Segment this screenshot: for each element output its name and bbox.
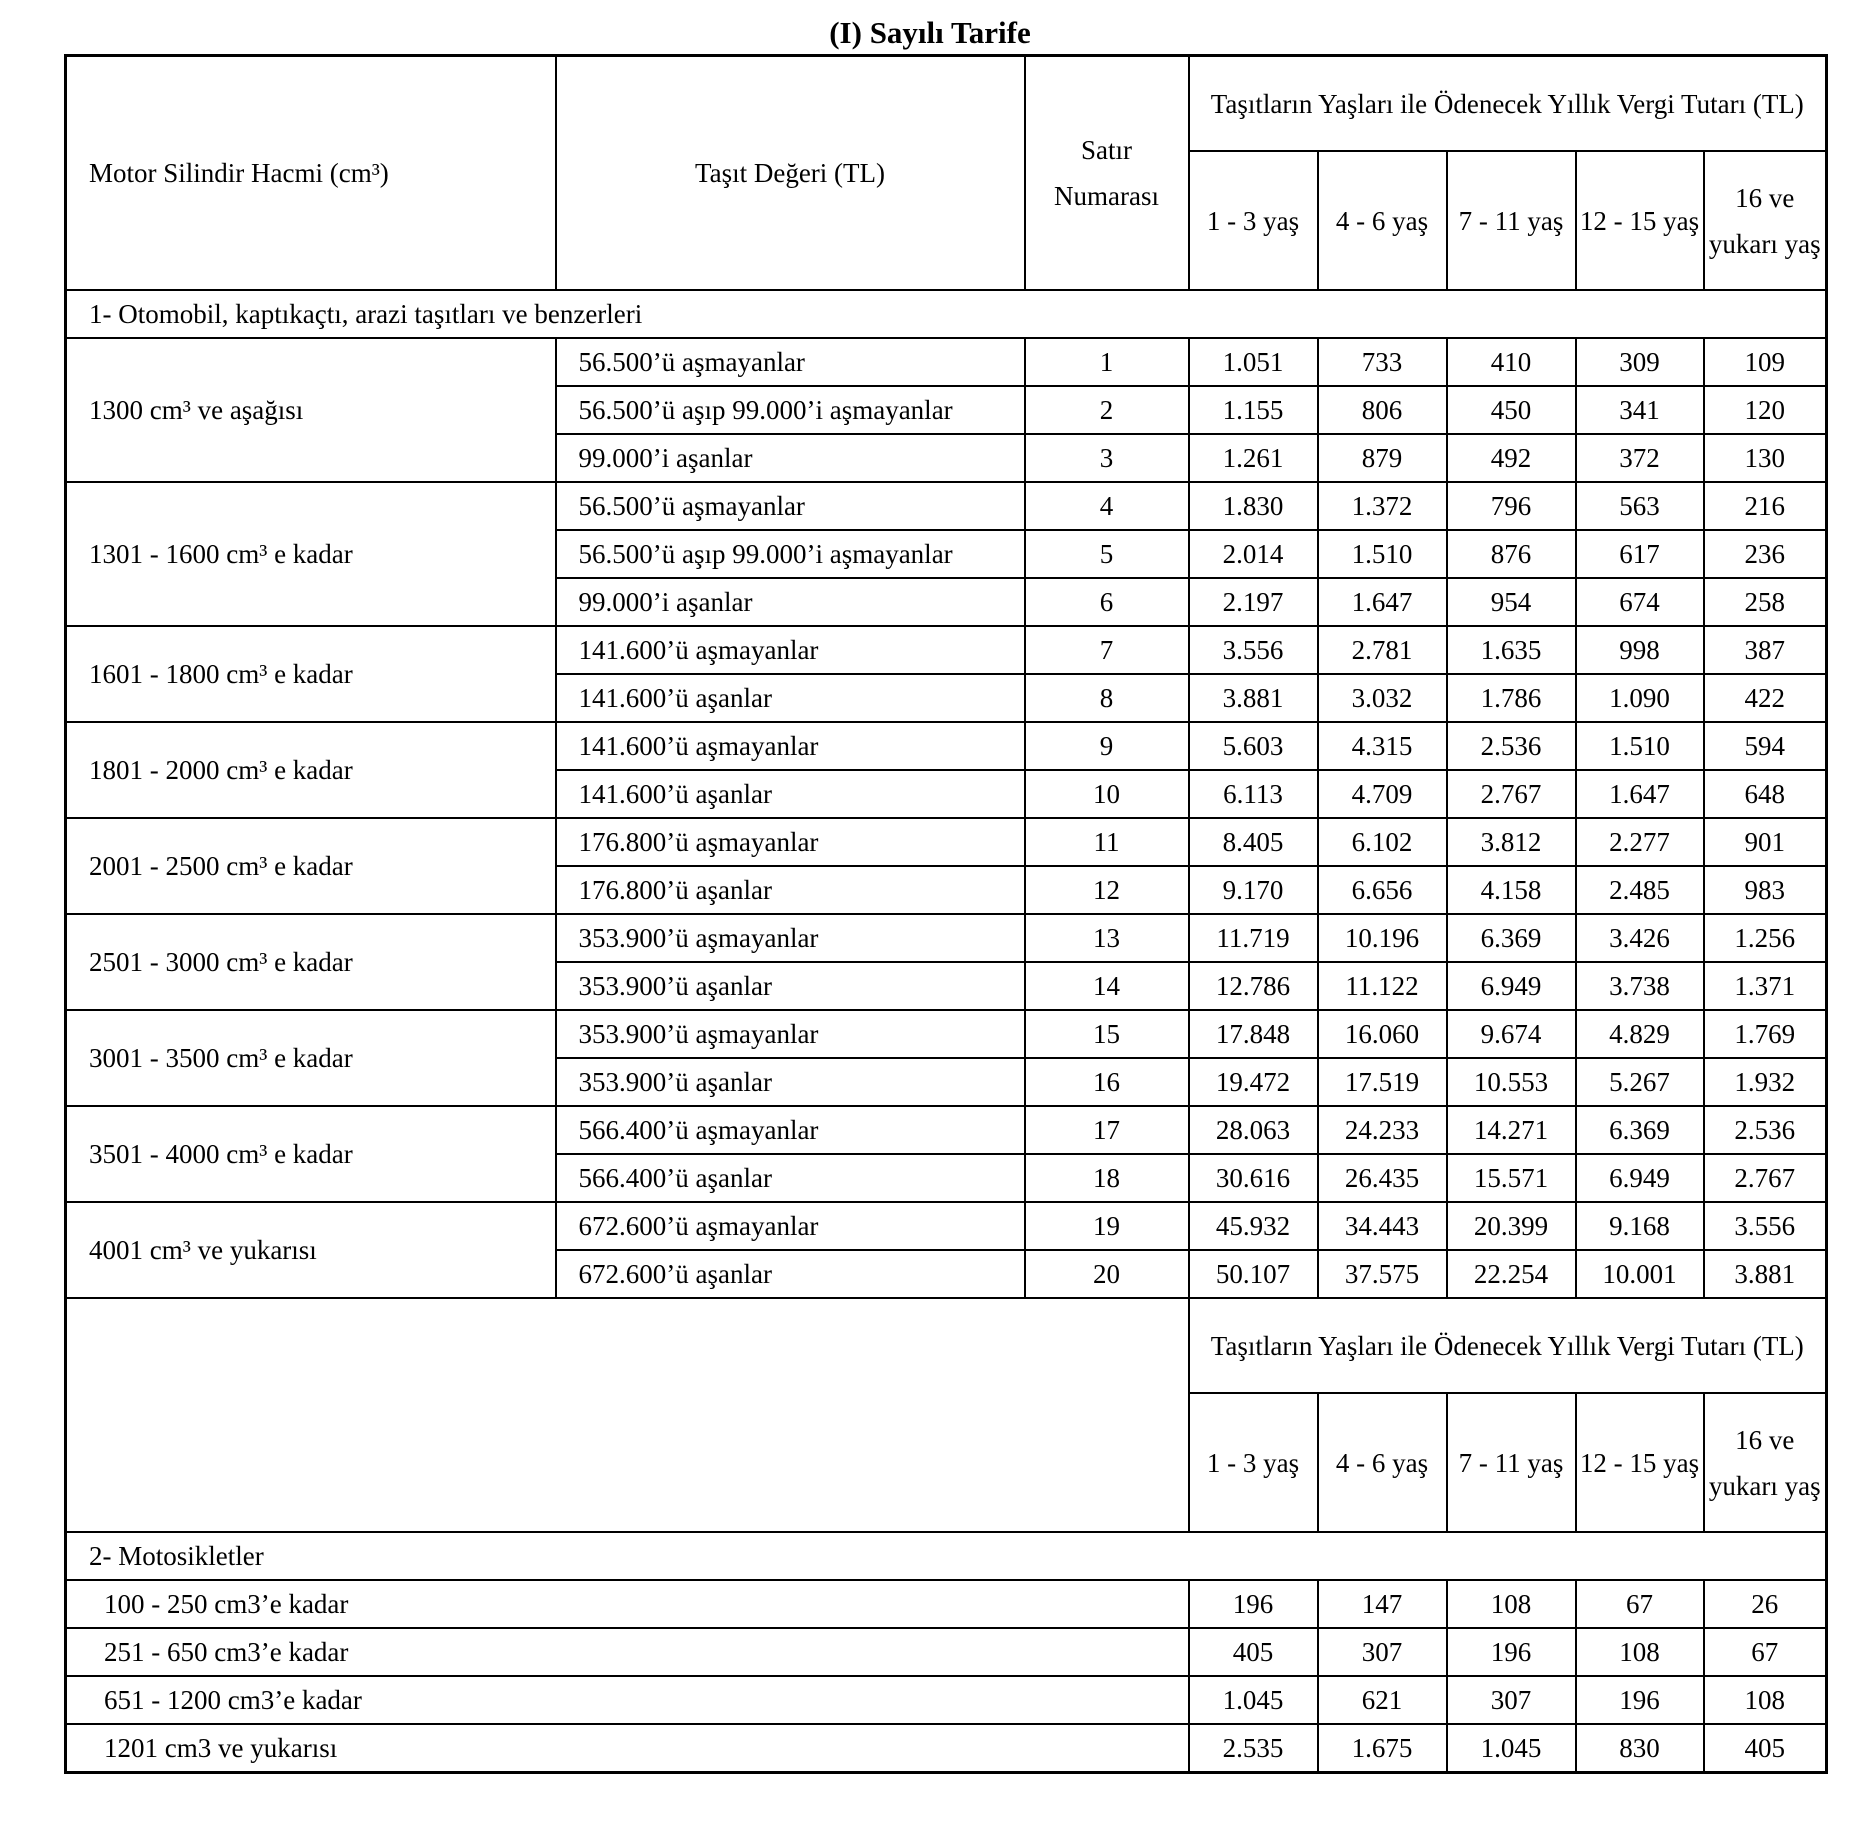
section-row [66, 290, 1827, 338]
tax-cell: 11.719 [1189, 914, 1318, 962]
tax-cell: 674 [1576, 578, 1704, 626]
table-row [66, 1724, 1827, 1773]
table-row [66, 1676, 1827, 1724]
tax-cell: 30.616 [1189, 1154, 1318, 1202]
tax-cell: 26.435 [1318, 1154, 1447, 1202]
tax-cell: 796 [1447, 482, 1576, 530]
value-cell: 353.900’ü aşmayanlar [556, 1010, 1025, 1058]
row-no-cell: 5 [1025, 530, 1189, 578]
tax-cell: 2.535 [1189, 1724, 1318, 1773]
tax-cell: 341 [1576, 386, 1704, 434]
tax-cell: 196 [1576, 1676, 1704, 1724]
tax-cell: 876 [1447, 530, 1576, 578]
value-cell: 176.800’ü aşmayanlar [556, 818, 1025, 866]
tax-cell: 6.656 [1318, 866, 1447, 914]
tax-cell: 28.063 [1189, 1106, 1318, 1154]
table-row [66, 722, 1827, 770]
tax-cell: 5.267 [1576, 1058, 1704, 1106]
tax-cell: 4.829 [1576, 1010, 1704, 1058]
age-col-header: 4 - 6 yaş [1318, 1393, 1447, 1532]
tax-cell: 1.647 [1576, 770, 1704, 818]
age-col-header: 7 - 11 yaş [1447, 151, 1576, 290]
tax-cell: 10.553 [1447, 1058, 1576, 1106]
row-no-cell: 17 [1025, 1106, 1189, 1154]
age-col-header: 7 - 11 yaş [1447, 1393, 1576, 1532]
value-cell: 99.000’i aşanlar [556, 578, 1025, 626]
table-row [66, 1202, 1827, 1250]
tax-cell: 2.277 [1576, 818, 1704, 866]
tax-cell: 563 [1576, 482, 1704, 530]
age-col-header: 16 ve yukarı yaş [1704, 1393, 1827, 1532]
row-no-cell: 8 [1025, 674, 1189, 722]
tax-cell: 34.443 [1318, 1202, 1447, 1250]
tax-cell: 130 [1704, 434, 1827, 482]
row-no-cell: 10 [1025, 770, 1189, 818]
tax-cell: 16.060 [1318, 1010, 1447, 1058]
value-cell: 141.600’ü aşanlar [556, 674, 1025, 722]
tax-cell: 196 [1189, 1580, 1318, 1628]
engine-cell: 1601 - 1800 cm³ e kadar [66, 626, 556, 722]
tax-cell: 196 [1447, 1628, 1576, 1676]
row-no-cell: 7 [1025, 626, 1189, 674]
tax-cell: 6.949 [1576, 1154, 1704, 1202]
tax-cell: 17.519 [1318, 1058, 1447, 1106]
tax-cell: 3.738 [1576, 962, 1704, 1010]
tariff-table [64, 54, 1828, 1774]
value-cell: 353.900’ü aşmayanlar [556, 914, 1025, 962]
tax-cell: 450 [1447, 386, 1576, 434]
row-no-cell: 6 [1025, 578, 1189, 626]
tax-cell: 67 [1576, 1580, 1704, 1628]
blank-header-cell [66, 1298, 1189, 1532]
tax-cell: 14.271 [1447, 1106, 1576, 1154]
tax-cell: 2.767 [1447, 770, 1576, 818]
tax-cell: 9.168 [1576, 1202, 1704, 1250]
tax-cell: 236 [1704, 530, 1827, 578]
tax-cell: 1.830 [1189, 482, 1318, 530]
tax-cell: 15.571 [1447, 1154, 1576, 1202]
tax-cell: 24.233 [1318, 1106, 1447, 1154]
tax-cell: 37.575 [1318, 1250, 1447, 1298]
tax-cell: 108 [1576, 1628, 1704, 1676]
section-row-2 [66, 1532, 1827, 1580]
tax-cell: 45.932 [1189, 1202, 1318, 1250]
value-cell: 141.600’ü aşanlar [556, 770, 1025, 818]
tax-cell: 6.113 [1189, 770, 1318, 818]
tax-cell: 422 [1704, 674, 1827, 722]
tax-cell: 3.812 [1447, 818, 1576, 866]
value-cell: 672.600’ü aşanlar [556, 1250, 1025, 1298]
tax-cell: 8.405 [1189, 818, 1318, 866]
engine-col-header: Motor Silindir Hacmi (cm³) [66, 56, 556, 291]
tax-cell: 1.155 [1189, 386, 1318, 434]
tax-cell: 405 [1189, 1628, 1318, 1676]
row-no-cell: 15 [1025, 1010, 1189, 1058]
tax-cell: 22.254 [1447, 1250, 1576, 1298]
value-cell: 672.600’ü aşmayanlar [556, 1202, 1025, 1250]
tax-cell: 309 [1576, 338, 1704, 386]
tax-cell: 26 [1704, 1580, 1827, 1628]
row-no-cell: 2 [1025, 386, 1189, 434]
tax-cell: 1.635 [1447, 626, 1576, 674]
tax-cell: 594 [1704, 722, 1827, 770]
tax-cell: 1.675 [1318, 1724, 1447, 1773]
tax-cell: 830 [1576, 1724, 1704, 1773]
table-row [66, 482, 1827, 530]
tax-cell: 11.122 [1318, 962, 1447, 1010]
tax-cell: 258 [1704, 578, 1827, 626]
tax-cell: 1.045 [1189, 1676, 1318, 1724]
tax-cell: 1.372 [1318, 482, 1447, 530]
table-row [66, 914, 1827, 962]
tax-cell: 410 [1447, 338, 1576, 386]
age-col-header: 12 - 15 yaş [1576, 1393, 1704, 1532]
engine-cell: 251 - 650 cm3’e kadar [66, 1628, 1189, 1676]
tax-cell: 108 [1704, 1676, 1827, 1724]
value-cell: 176.800’ü aşanlar [556, 866, 1025, 914]
value-cell: 56.500’ü aşmayanlar [556, 482, 1025, 530]
tax-cell: 1.769 [1704, 1010, 1827, 1058]
tax-cell: 6.369 [1576, 1106, 1704, 1154]
tax-cell: 3.881 [1189, 674, 1318, 722]
tax-cell: 5.603 [1189, 722, 1318, 770]
tax-cell: 2.197 [1189, 578, 1318, 626]
tax-cell: 216 [1704, 482, 1827, 530]
value-cell: 56.500’ü aşıp 99.000’i aşmayanlar [556, 530, 1025, 578]
engine-cell: 2001 - 2500 cm³ e kadar [66, 818, 556, 914]
value-cell: 353.900’ü aşanlar [556, 962, 1025, 1010]
tax-cell: 108 [1447, 1580, 1576, 1628]
tax-cell: 879 [1318, 434, 1447, 482]
engine-cell: 100 - 250 cm3’e kadar [66, 1580, 1189, 1628]
tax-cell: 3.881 [1704, 1250, 1827, 1298]
tax-cell: 2.767 [1704, 1154, 1827, 1202]
tax-cell: 1.510 [1318, 530, 1447, 578]
tax-cell: 387 [1704, 626, 1827, 674]
tax-cell: 3.556 [1704, 1202, 1827, 1250]
engine-cell: 1300 cm³ ve aşağısı [66, 338, 556, 482]
tax-cell: 998 [1576, 626, 1704, 674]
tax-cell: 4.709 [1318, 770, 1447, 818]
row-no-cell: 1 [1025, 338, 1189, 386]
age-col-header: 12 - 15 yaş [1576, 151, 1704, 290]
engine-cell: 3001 - 3500 cm³ e kadar [66, 1010, 556, 1106]
age-col-header: 1 - 3 yaş [1189, 1393, 1318, 1532]
value-cell: 353.900’ü aşanlar [556, 1058, 1025, 1106]
tax-cell: 12.786 [1189, 962, 1318, 1010]
tax-cell: 733 [1318, 338, 1447, 386]
page-title: (I) Sayılı Tarife [829, 15, 1031, 50]
tax-cell: 2.014 [1189, 530, 1318, 578]
table-row [66, 1628, 1827, 1676]
header-row [66, 56, 1827, 152]
tax-cell: 19.472 [1189, 1058, 1318, 1106]
age-col-header: 4 - 6 yaş [1318, 151, 1447, 290]
age-col-header: 16 ve yukarı yaş [1704, 151, 1827, 290]
tax-cell: 617 [1576, 530, 1704, 578]
tax-cell: 1.786 [1447, 674, 1576, 722]
table-row [66, 338, 1827, 386]
value-cell: 141.600’ü aşmayanlar [556, 626, 1025, 674]
row-no-cell: 4 [1025, 482, 1189, 530]
tax-cell: 67 [1704, 1628, 1827, 1676]
tax-cell: 1.051 [1189, 338, 1318, 386]
engine-cell: 3501 - 4000 cm³ e kadar [66, 1106, 556, 1202]
tax-cell: 1.261 [1189, 434, 1318, 482]
header-row-2 [66, 1298, 1827, 1393]
tax-cell: 1.371 [1704, 962, 1827, 1010]
tax-cell: 901 [1704, 818, 1827, 866]
tax-cell: 9.170 [1189, 866, 1318, 914]
tax-group-header: Taşıtların Yaşları ile Ödenecek Yıllık Vergi Tutarı (TL) [1189, 56, 1827, 152]
table-row [66, 626, 1827, 674]
tax-cell: 3.556 [1189, 626, 1318, 674]
tax-cell: 10.001 [1576, 1250, 1704, 1298]
engine-cell: 2501 - 3000 cm³ e kadar [66, 914, 556, 1010]
row-no-cell: 12 [1025, 866, 1189, 914]
tax-cell: 2.781 [1318, 626, 1447, 674]
age-col-header: 1 - 3 yaş [1189, 151, 1318, 290]
tax-cell: 50.107 [1189, 1250, 1318, 1298]
row-no-cell: 11 [1025, 818, 1189, 866]
tax-cell: 3.032 [1318, 674, 1447, 722]
tax-cell: 10.196 [1318, 914, 1447, 962]
tax-cell: 1.256 [1704, 914, 1827, 962]
table-row [66, 818, 1827, 866]
tax-cell: 6.102 [1318, 818, 1447, 866]
tax-cell: 307 [1447, 1676, 1576, 1724]
table-row [66, 1106, 1827, 1154]
tax-cell: 1.510 [1576, 722, 1704, 770]
section-label: 1- Otomobil, kaptıkaçtı, arazi taşıtları ve benzerleri [66, 290, 1827, 338]
tax-cell: 6.949 [1447, 962, 1576, 1010]
row-no-col-header: Satır Numarası [1025, 56, 1189, 291]
engine-cell: 1301 - 1600 cm³ e kadar [66, 482, 556, 626]
tax-cell: 109 [1704, 338, 1827, 386]
tax-cell: 806 [1318, 386, 1447, 434]
tax-cell: 1.045 [1447, 1724, 1576, 1773]
table-row [66, 1010, 1827, 1058]
tax-group-header-2: Taşıtların Yaşları ile Ödenecek Yıllık Vergi Tutarı (TL) [1189, 1298, 1827, 1393]
value-cell: 141.600’ü aşmayanlar [556, 722, 1025, 770]
engine-cell: 1201 cm3 ve yukarısı [66, 1724, 1189, 1773]
row-no-cell: 20 [1025, 1250, 1189, 1298]
value-cell: 56.500’ü aşmayanlar [556, 338, 1025, 386]
row-no-cell: 3 [1025, 434, 1189, 482]
engine-cell: 4001 cm³ ve yukarısı [66, 1202, 556, 1298]
tax-cell: 405 [1704, 1724, 1827, 1773]
tax-cell: 621 [1318, 1676, 1447, 1724]
tax-cell: 1.090 [1576, 674, 1704, 722]
row-no-cell: 9 [1025, 722, 1189, 770]
value-cell: 566.400’ü aşanlar [556, 1154, 1025, 1202]
tax-cell: 4.158 [1447, 866, 1576, 914]
tax-cell: 6.369 [1447, 914, 1576, 962]
engine-cell: 651 - 1200 cm3’e kadar [66, 1676, 1189, 1724]
tax-cell: 1.647 [1318, 578, 1447, 626]
tax-cell: 2.536 [1704, 1106, 1827, 1154]
tax-cell: 4.315 [1318, 722, 1447, 770]
engine-cell: 1801 - 2000 cm³ e kadar [66, 722, 556, 818]
row-no-cell: 14 [1025, 962, 1189, 1010]
tax-cell: 648 [1704, 770, 1827, 818]
row-no-cell: 16 [1025, 1058, 1189, 1106]
value-cell: 99.000’i aşanlar [556, 434, 1025, 482]
value-cell: 56.500’ü aşıp 99.000’i aşmayanlar [556, 386, 1025, 434]
tax-cell: 2.485 [1576, 866, 1704, 914]
row-no-cell: 19 [1025, 1202, 1189, 1250]
tax-cell: 120 [1704, 386, 1827, 434]
tax-cell: 147 [1318, 1580, 1447, 1628]
tax-cell: 492 [1447, 434, 1576, 482]
tax-cell: 17.848 [1189, 1010, 1318, 1058]
tax-cell: 20.399 [1447, 1202, 1576, 1250]
tax-cell: 954 [1447, 578, 1576, 626]
value-col-header: Taşıt Değeri (TL) [556, 56, 1025, 291]
tax-cell: 307 [1318, 1628, 1447, 1676]
tax-cell: 3.426 [1576, 914, 1704, 962]
section-label: 2- Motosikletler [66, 1532, 1827, 1580]
row-no-cell: 18 [1025, 1154, 1189, 1202]
table-row [66, 1580, 1827, 1628]
tax-cell: 372 [1576, 434, 1704, 482]
row-no-cell: 13 [1025, 914, 1189, 962]
tax-cell: 983 [1704, 866, 1827, 914]
tax-cell: 2.536 [1447, 722, 1576, 770]
value-cell: 566.400’ü aşmayanlar [556, 1106, 1025, 1154]
tax-cell: 9.674 [1447, 1010, 1576, 1058]
tax-cell: 1.932 [1704, 1058, 1827, 1106]
